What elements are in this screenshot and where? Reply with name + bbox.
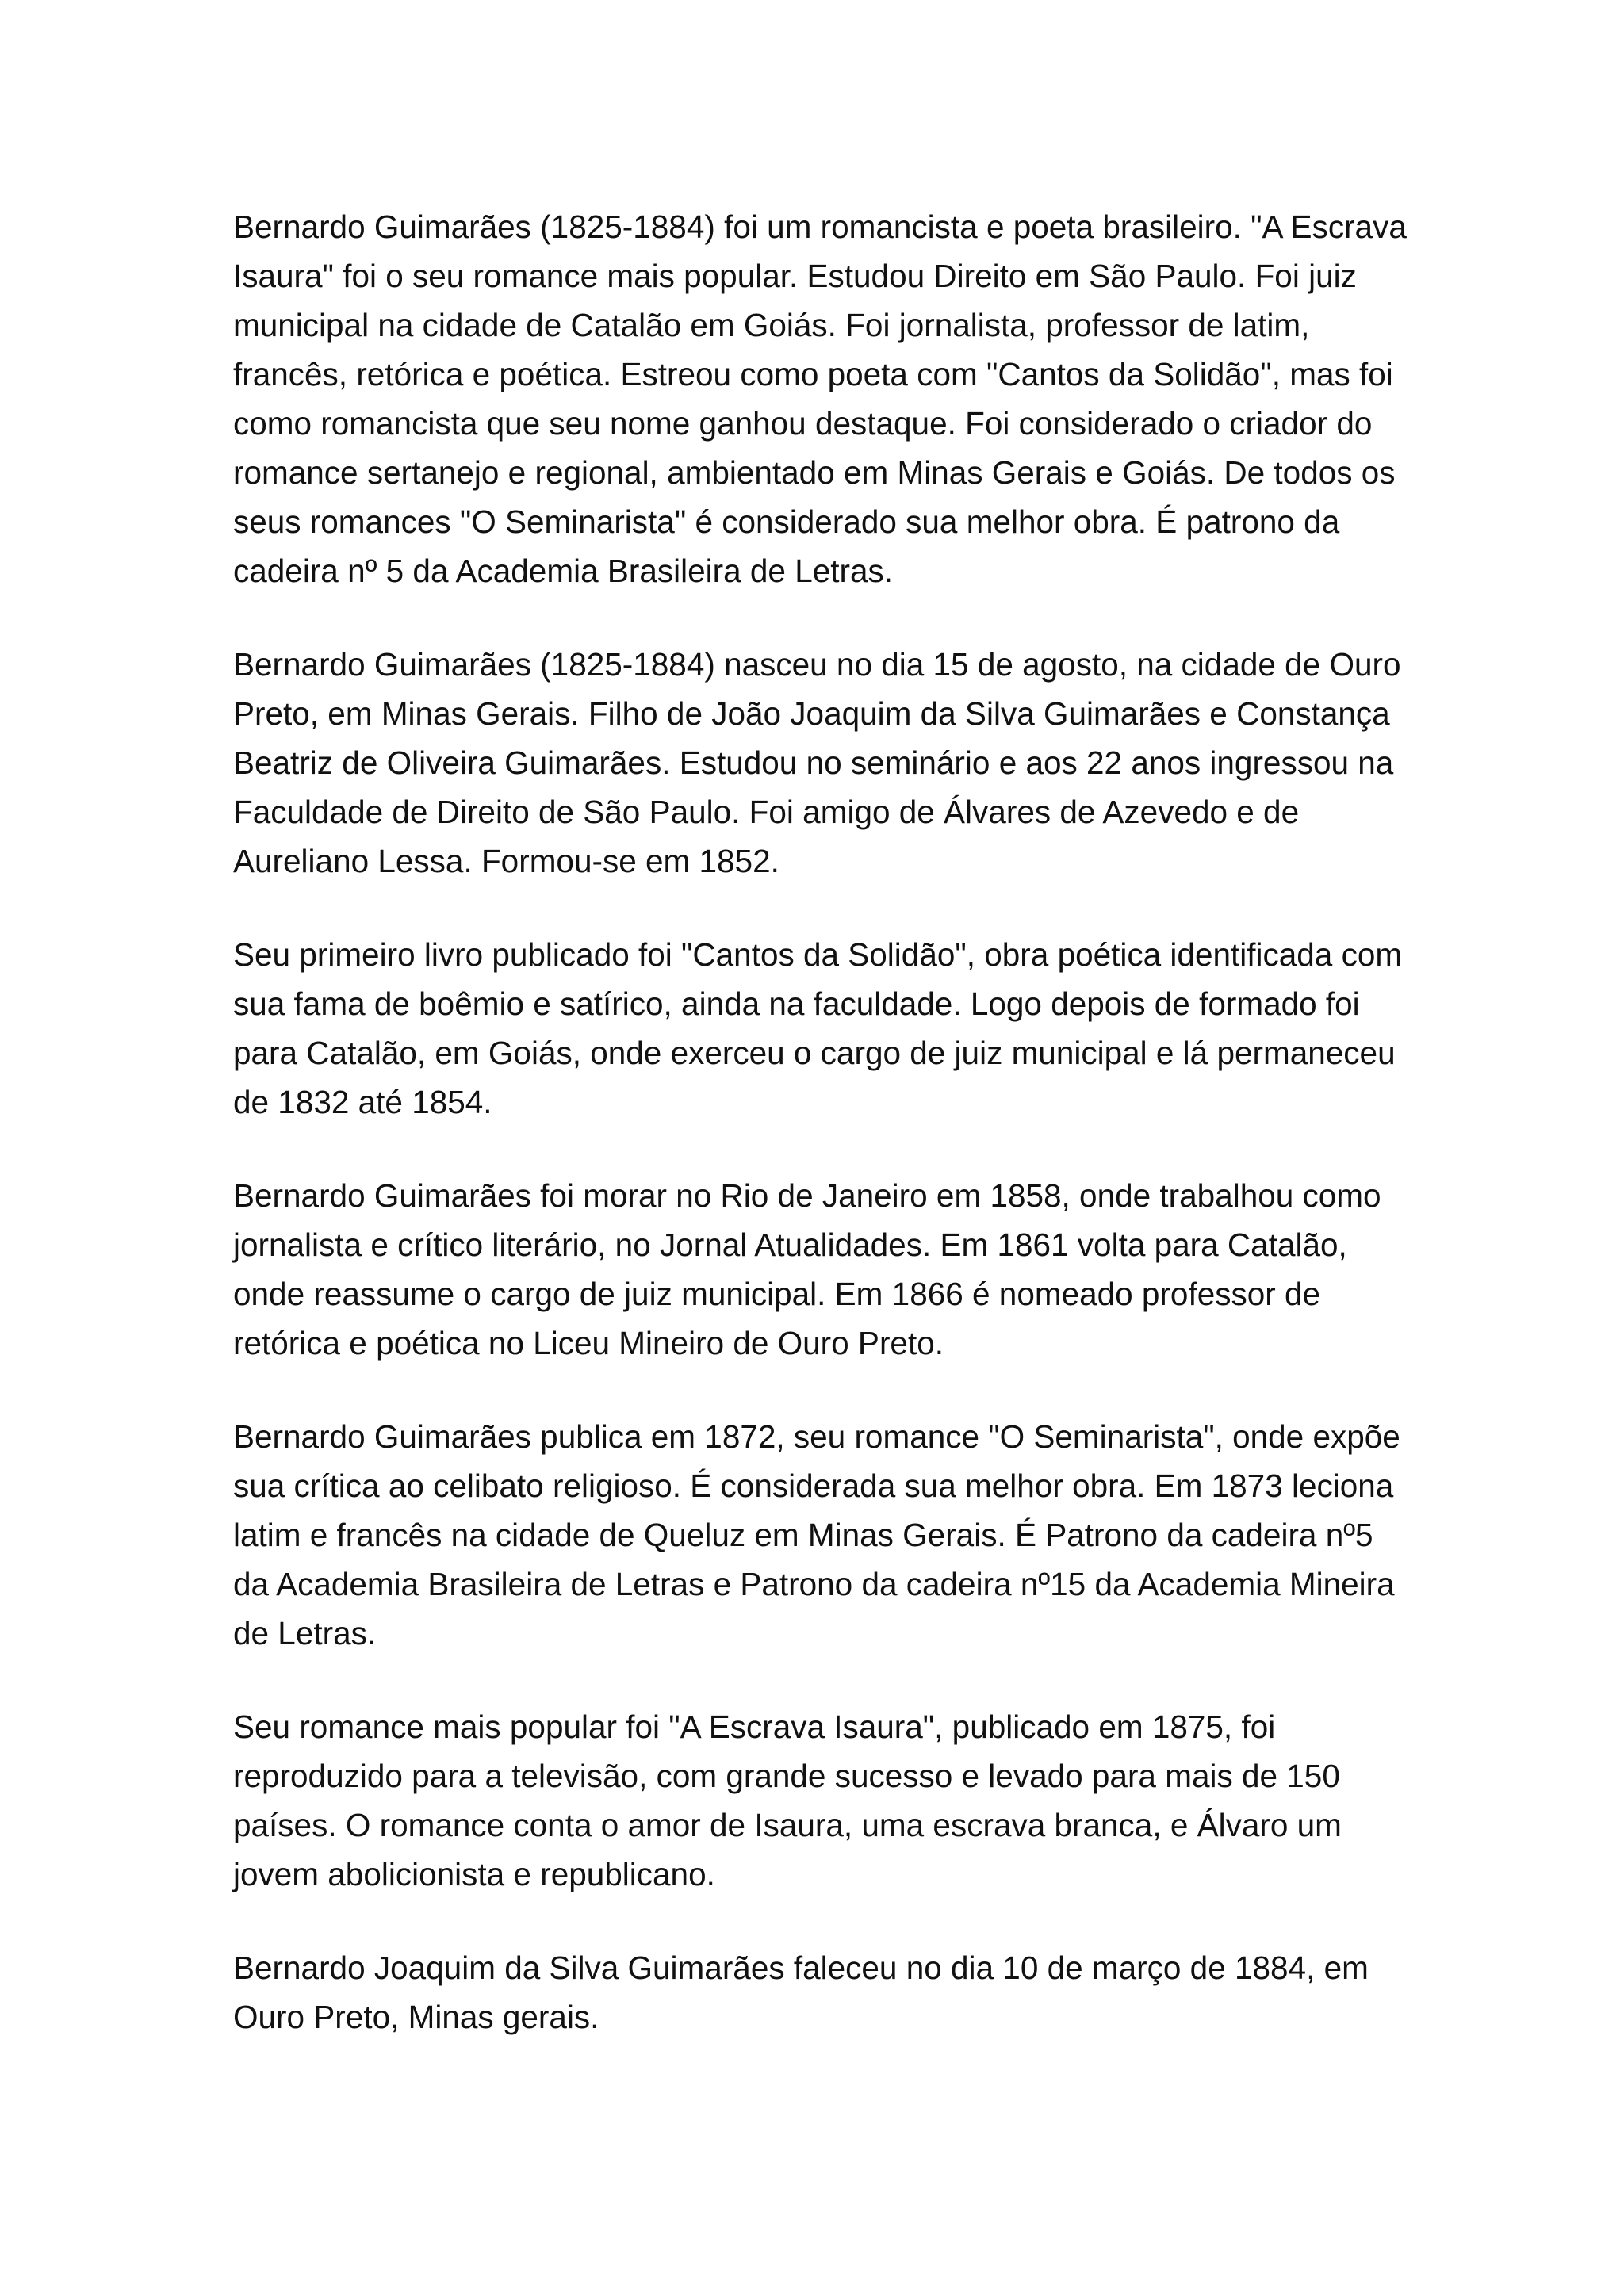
paragraph-escrava-isaura: Seu romance mais popular foi "A Escrava Isaura", publicado em 1875, foi reproduzido para a televisão, com grande sucesso e levado para mais de 150 países. O romance conta o amor de Isaura, uma escrava branca, e Álvaro um jovem abolicionista e republicano.	[233, 1709, 1342, 1892]
paragraph-intro: Bernardo Guimarães (1825-1884) foi um romancista e poeta brasileiro. "A Escrava Isaura" foi o seu romance mais popular. Estudou Direito em São Paulo. Foi juiz municipal na cidade de Catalão em Goiás. Foi jornalista, professor de latim, francês, retórica e poética. Estreou como poeta com "Cantos da Solidão", mas foi como romancista que seu nome ganhou destaque. Foi considerado o criador do romance sertanejo e regional, ambientado em Minas Gerais e Goiás. De todos os seus romances "O Seminarista" é considerado sua melhor obra. É patrono da cadeira nº 5 da Academia Brasileira de Letras.	[233, 209, 1407, 589]
document-body	[233, 202, 1407, 2086]
paragraph-birth: Bernardo Guimarães (1825-1884) nasceu no dia 15 de agosto, na cidade de Ouro Preto, em Minas Gerais. Filho de João Joaquim da Silva Guimarães e Constança Beatriz de Oliveira Guimarães. Estudou no seminário e aos 22 anos ingressou na Faculdade de Direito de São Paulo. Foi amigo de Álvares de Azevedo e de Aureliano Lessa. Formou-se em 1852.	[233, 646, 1401, 879]
paragraph-o-seminarista: Bernardo Guimarães publica em 1872, seu romance "O Seminarista", onde expõe sua crítica ao celibato religioso. É considerada sua melhor obra. Em 1873 leciona latim e francês na cidade de Queluz em Minas Gerais. É Patrono da cadeira nº5 da Academia Brasileira de Letras e Patrono da cadeira nº15 da Academia Mineira de Letras.	[233, 1418, 1400, 1651]
paragraph-death: Bernardo Joaquim da Silva Guimarães faleceu no dia 10 de março de 1884, em Ouro Preto, Minas gerais.	[233, 1950, 1369, 2035]
paragraph-rio-de-janeiro: Bernardo Guimarães foi morar no Rio de Janeiro em 1858, onde trabalhou como jornalista e crítico literário, no Jornal Atualidades. Em 1861 volta para Catalão, onde reassume o cargo de juiz municipal. Em 1866 é nomeado professor de retórica e poética no Liceu Mineiro de Ouro Preto.	[233, 1177, 1381, 1361]
paragraph-first-book: Seu primeiro livro publicado foi "Cantos da Solidão", obra poética identificada com sua fama de boêmio e satírico, ainda na faculdade. Logo depois de formado foi para Catalão, em Goiás, onde exerceu o cargo de juiz municipal e lá permaneceu de 1832 até 1854.	[233, 936, 1403, 1120]
